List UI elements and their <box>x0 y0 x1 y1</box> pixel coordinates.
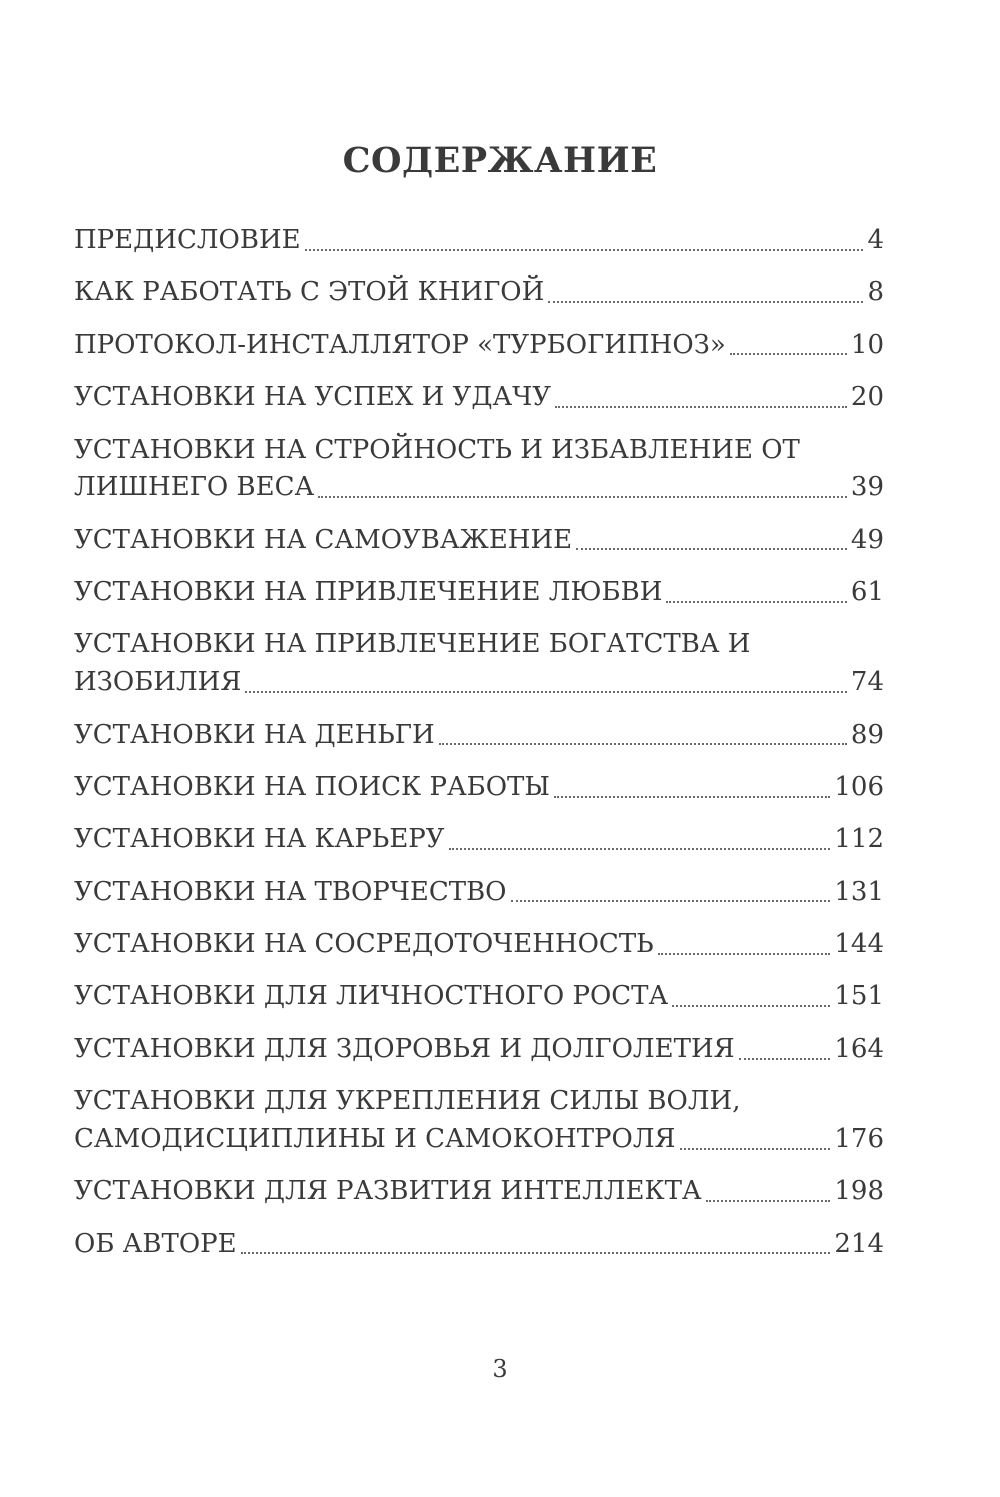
toc-entry-row <box>74 522 884 560</box>
toc-entry-page-number: 4 <box>867 225 884 255</box>
toc-entry-title: КАК РАБОТАТЬ С ЭТОЙ КНИГОЙ <box>74 277 545 308</box>
toc-entry-row <box>74 1121 884 1159</box>
toc-entry <box>74 769 884 807</box>
toc-entry <box>74 717 884 755</box>
dot-leader <box>318 496 847 498</box>
dot-leader <box>439 743 847 745</box>
toc-entry-title: УСТАНОВКИ НА ПРИВЛЕЧЕНИЕ ЛЮБВИ <box>74 577 663 608</box>
toc-entry-row <box>74 1173 884 1211</box>
toc-entry-title: УСТАНОВКИ НА СОСРЕДОТОЧЕННОСТЬ <box>74 929 654 960</box>
toc-entry-row <box>74 379 884 417</box>
toc-entry-title: УСТАНОВКИ НА УСПЕХ И УДАЧУ <box>74 382 552 413</box>
toc-entry <box>74 978 884 1016</box>
toc-entry <box>74 1173 884 1211</box>
dot-leader <box>576 548 847 550</box>
toc-entry-page-number: 49 <box>850 524 884 555</box>
dot-leader <box>554 796 830 798</box>
toc-entry-row <box>74 574 884 612</box>
toc-entry <box>74 327 884 365</box>
toc-entry-page-number: 198 <box>834 1176 884 1207</box>
toc-entry <box>74 1031 884 1069</box>
toc-entry-title: САМОДИСЦИПЛИНЫ И САМОКОНТРОЛЯ <box>74 1123 676 1154</box>
table-of-contents <box>74 222 884 1278</box>
dot-leader <box>555 406 847 408</box>
toc-entry <box>74 1226 884 1264</box>
toc-entry <box>74 926 884 964</box>
page-title: СОДЕРЖАНИЕ <box>342 140 658 181</box>
toc-entry-row <box>74 222 884 260</box>
toc-entry-title: УСТАНОВКИ НА КАРЬЕРУ <box>74 824 445 855</box>
toc-entry-title: УСТАНОВКИ ДЛЯ ЗДОРОВЬЯ И ДОЛГОЛЕТИЯ <box>74 1033 735 1064</box>
toc-entry-page-number: 74 <box>850 667 884 698</box>
toc-entry-row <box>74 874 884 912</box>
toc-entry-title-line: УСТАНОВКИ НА СТРОЙНОСТЬ И ИЗБАВЛЕНИЕ ОТ <box>74 434 800 465</box>
toc-entry <box>74 274 884 312</box>
toc-entry <box>74 574 884 612</box>
dot-leader <box>672 1005 830 1007</box>
toc-entry-page-number: 61 <box>850 577 884 608</box>
dot-leader <box>658 953 831 955</box>
dot-leader <box>706 1200 831 1202</box>
toc-entry <box>74 222 884 260</box>
dot-leader <box>680 1148 831 1150</box>
toc-entry <box>74 522 884 560</box>
toc-entry-page-number: 106 <box>834 771 884 802</box>
dot-leader <box>548 301 863 303</box>
toc-entry-page-number: 144 <box>834 929 884 960</box>
toc-entry-page-number: 89 <box>850 719 884 750</box>
toc-entry-page-number: 10 <box>850 329 884 360</box>
toc-entry-row <box>74 978 884 1016</box>
toc-entry-title: УСТАНОВКИ НА ДЕНЬГИ <box>74 719 435 750</box>
toc-entry-page-number: 112 <box>834 824 884 855</box>
toc-entry-title: ОБ АВТОРЕ <box>74 1228 237 1259</box>
toc-entry-row <box>74 274 884 312</box>
toc-entry-title: УСТАНОВКИ НА ПОИСК РАБОТЫ <box>74 771 550 802</box>
toc-entry <box>74 626 884 701</box>
toc-entry-title: ПРОТОКОЛ-ИНСТАЛЛЯТОР «ТУРБОГИПНОЗ» <box>74 329 726 360</box>
toc-entry-page-number: 39 <box>850 472 884 503</box>
toc-entry-page-number: 131 <box>834 876 884 907</box>
toc-entry <box>74 1083 884 1158</box>
toc-entry-page-number: 151 <box>834 981 884 1012</box>
toc-entry-row <box>74 1226 884 1264</box>
toc-entry-row <box>74 664 884 702</box>
dot-leader <box>241 1252 831 1254</box>
page-number: 3 <box>492 1355 508 1383</box>
dot-leader <box>245 691 847 693</box>
toc-entry-page-number: 20 <box>850 382 884 413</box>
toc-entry-title: УСТАНОВКИ НА САМОУВАЖЕНИЕ <box>74 524 573 555</box>
toc-entry-title: УСТАНОВКИ ДЛЯ РАЗВИТИЯ ИНТЕЛЛЕКТА <box>74 1176 702 1207</box>
toc-entry-row <box>74 469 884 507</box>
dot-leader <box>666 601 847 603</box>
toc-entry-page-number: 164 <box>834 1033 884 1064</box>
toc-entry-title: УСТАНОВКИ ДЛЯ ЛИЧНОСТНОГО РОСТА <box>74 981 669 1012</box>
toc-entry-row <box>74 1031 884 1069</box>
dot-leader <box>449 848 831 850</box>
toc-entry <box>74 432 884 507</box>
toc-entry-title-line: УСТАНОВКИ ДЛЯ УКРЕПЛЕНИЯ СИЛЫ ВОЛИ, <box>74 1086 741 1117</box>
toc-entry-title: УСТАНОВКИ НА ТВОРЧЕСТВО <box>74 876 507 907</box>
toc-entry-title: ЛИШНЕГО ВЕСА <box>74 472 315 503</box>
toc-entry <box>74 379 884 417</box>
toc-entry-row <box>74 717 884 755</box>
toc-entry-page-number: 214 <box>834 1228 884 1259</box>
toc-entry-title-line: УСТАНОВКИ НА ПРИВЛЕЧЕНИЕ БОГАТСТВА И <box>74 629 751 660</box>
toc-entry-page-number: 8 <box>867 277 884 308</box>
toc-entry-row <box>74 769 884 807</box>
dot-leader <box>305 249 864 251</box>
dot-leader <box>511 900 831 902</box>
toc-entry-title: ИЗОБИЛИЯ <box>74 667 242 698</box>
dot-leader <box>739 1058 831 1060</box>
toc-entry-row <box>74 821 884 859</box>
toc-entry-row <box>74 327 884 365</box>
toc-entry <box>74 821 884 859</box>
toc-entry <box>74 874 884 912</box>
toc-entry-row <box>74 926 884 964</box>
toc-entry-page-number: 176 <box>834 1123 884 1154</box>
toc-entry-title: ПРЕДИСЛОВИЕ <box>74 225 301 255</box>
dot-leader <box>730 353 847 355</box>
